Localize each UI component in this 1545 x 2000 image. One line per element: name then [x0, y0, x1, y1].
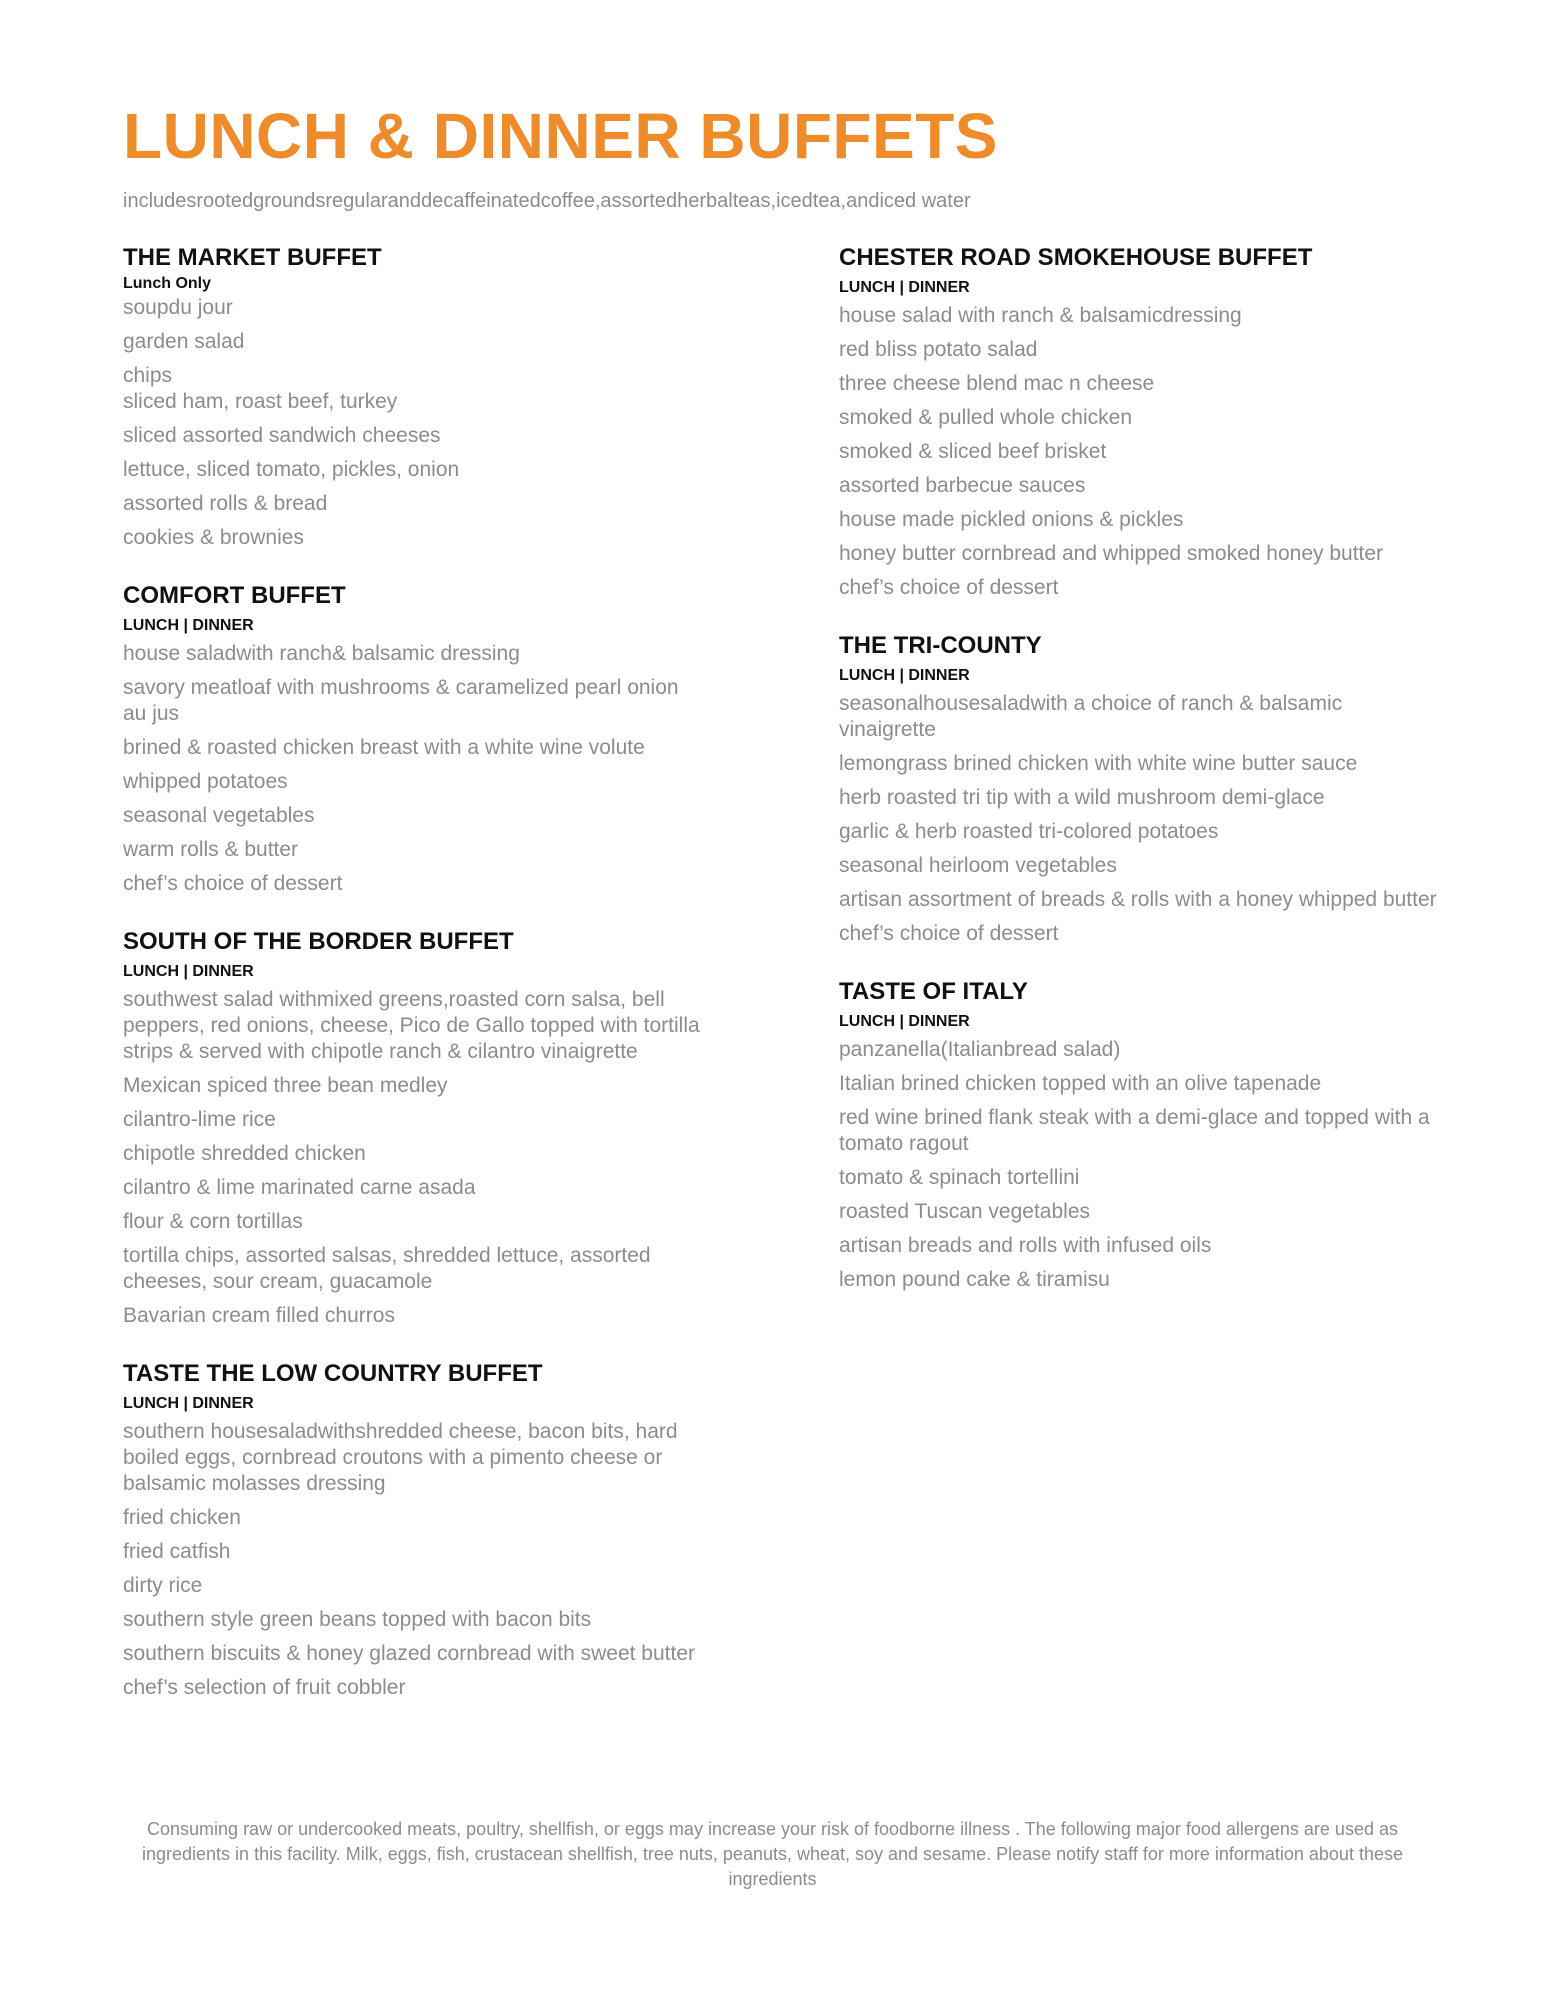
menu-item: chef’s choice of dessert — [839, 922, 1059, 945]
menu-item-list — [839, 303, 1439, 601]
menu-item: southern housesaladwithshredded cheese, bacon bits, hard boiled eggs, cornbread croutons with a pimento cheese or balsamic molasses dressing — [123, 1420, 678, 1495]
menu-item: seasonal vegetables — [123, 804, 315, 827]
menu-item-list — [123, 1419, 703, 1701]
section-title: THE TRI-COUNTY — [839, 632, 1042, 659]
market-buffet-section — [123, 243, 703, 551]
menu-item: lemongrass brined chicken with white wine butter sauce — [839, 752, 1358, 775]
menu-item: three cheese blend mac n cheese — [839, 372, 1155, 395]
menu-item: honey butter cornbread and whipped smoked honey butter — [839, 542, 1384, 565]
menu-item: house saladwith ranch& balsamic dressing — [123, 642, 520, 665]
beverage-note: includesrootedgroundsregularanddecaffeinatedcoffee,assortedherbalteas,icedtea,andiced water — [123, 190, 971, 212]
menu-item: smoked & pulled whole chicken — [839, 406, 1132, 429]
menu-item: assorted rolls & bread — [123, 492, 328, 515]
section-meal-times: Lunch Only — [123, 275, 211, 292]
section-title: TASTE THE LOW COUNTRY BUFFET — [123, 1360, 543, 1387]
menu-item: Mexican spiced three bean medley — [123, 1074, 448, 1097]
menu-item: chef’s choice of dessert — [839, 576, 1059, 599]
menu-item: tomato & spinach tortellini — [839, 1166, 1080, 1189]
right-column — [839, 243, 1439, 1323]
menu-item: red bliss potato salad — [839, 338, 1038, 361]
menu-item: herb roasted tri tip with a wild mushroom demi-glace — [839, 786, 1325, 809]
menu-item: southern biscuits & honey glazed cornbread with sweet butter — [123, 1642, 695, 1665]
taste-of-italy-section — [839, 977, 1439, 1293]
menu-item: Italian brined chicken topped with an olive tapenade — [839, 1072, 1322, 1095]
low-country-buffet-section — [123, 1359, 703, 1701]
menu-item-list — [123, 987, 703, 1329]
menu-item: garlic & herb roasted tri-colored potatoes — [839, 820, 1219, 843]
menu-item: garden salad — [123, 330, 245, 353]
section-title: CHESTER ROAD SMOKEHOUSE BUFFET — [839, 244, 1313, 271]
menu-item: sliced ham, roast beef, turkey — [123, 390, 398, 413]
menu-item: lettuce, sliced tomato, pickles, onion — [123, 458, 460, 481]
section-meal-times: LUNCH | DINNER — [839, 667, 970, 684]
comfort-buffet-section — [123, 581, 703, 897]
menu-item: panzanella(Italianbread salad) — [839, 1038, 1121, 1061]
menu-item: southern style green beans topped with bacon bits — [123, 1608, 592, 1631]
section-title: SOUTH OF THE BORDER BUFFET — [123, 928, 514, 955]
section-meal-times: LUNCH | DINNER — [839, 279, 970, 296]
menu-item: brined & roasted chicken breast with a white wine volute — [123, 736, 645, 759]
menu-item: soupdu jour — [123, 296, 233, 319]
allergen-disclaimer: Consuming raw or undercooked meats, poultry, shellfish, or eggs may increase your risk of foodborne illness . The following major food allergens are used as ingredients in this facility. Milk, eggs, fish, crustacean shellfish, tree nuts, peanuts, wheat, soy and sesame. Please notify staff for more information about these ingredients — [142, 1819, 1403, 1889]
menu-item: cilantro & lime marinated carne asada — [123, 1176, 476, 1199]
section-meal-times: LUNCH | DINNER — [123, 617, 254, 634]
menu-item-list — [123, 641, 703, 897]
menu-item: flour & corn tortillas — [123, 1210, 303, 1233]
menu-item: chips — [123, 364, 173, 387]
section-title: TASTE OF ITALY — [839, 978, 1028, 1005]
menu-item-list — [839, 691, 1439, 947]
menu-item: cookies & brownies — [123, 526, 304, 549]
menu-item-list — [839, 1037, 1439, 1293]
menu-item: chef’s choice of dessert — [123, 872, 343, 895]
section-meal-times: LUNCH | DINNER — [123, 963, 254, 980]
menu-item: chef’s selection of fruit cobbler — [123, 1676, 406, 1699]
south-of-the-border-section — [123, 927, 703, 1329]
menu-item: artisan breads and rolls with infused oils — [839, 1234, 1212, 1257]
page-title: LUNCH & DINNER BUFFETS — [123, 100, 998, 172]
menu-item: house salad with ranch & balsamicdressing — [839, 304, 1242, 327]
menu-item: sliced assorted sandwich cheeses — [123, 424, 441, 447]
menu-item: tortilla chips, assorted salsas, shredded lettuce, assorted cheeses, sour cream, guacamole — [123, 1244, 651, 1293]
menu-item: warm rolls & butter — [123, 838, 299, 861]
menu-item: fried catfish — [123, 1540, 231, 1563]
section-title: COMFORT BUFFET — [123, 582, 346, 609]
menu-item: dirty rice — [123, 1574, 203, 1597]
menu-item: whipped potatoes — [123, 770, 288, 793]
section-title: THE MARKET BUFFET — [123, 244, 382, 271]
menu-item: seasonal heirloom vegetables — [839, 854, 1117, 877]
tri-county-section — [839, 631, 1439, 947]
menu-item: chipotle shredded chicken — [123, 1142, 366, 1165]
menu-item: savory meatloaf with mushrooms & caramelized pearl onion au jus — [123, 676, 679, 725]
menu-item-list — [123, 295, 703, 551]
menu-item: red wine brined flank steak with a demi-glace and topped with a tomato ragout — [839, 1106, 1430, 1155]
menu-item: cilantro-lime rice — [123, 1108, 276, 1131]
menu-item: Bavarian cream filled churros — [123, 1304, 395, 1327]
menu-item: seasonalhousesaladwith a choice of ranch & balsamic vinaigrette — [839, 692, 1343, 741]
section-meal-times: LUNCH | DINNER — [123, 1395, 254, 1412]
menu-item: assorted barbecue sauces — [839, 474, 1086, 497]
left-column — [123, 243, 703, 1731]
menu-item: artisan assortment of breads & rolls with a honey whipped butter — [839, 888, 1437, 911]
menu-item: smoked & sliced beef brisket — [839, 440, 1107, 463]
smokehouse-buffet-section — [839, 243, 1439, 601]
section-meal-times: LUNCH | DINNER — [839, 1013, 970, 1030]
menu-item: fried chicken — [123, 1506, 241, 1529]
menu-item: house made pickled onions & pickles — [839, 508, 1184, 531]
menu-item: roasted Tuscan vegetables — [839, 1200, 1090, 1223]
menu-item: southwest salad withmixed greens,roasted corn salsa, bell peppers, red onions, cheese, Pico de Gallo topped with tortilla strips & served with chipotle ranch & cilantro vinaigrette — [123, 988, 700, 1063]
menu-item: lemon pound cake & tiramisu — [839, 1268, 1110, 1291]
